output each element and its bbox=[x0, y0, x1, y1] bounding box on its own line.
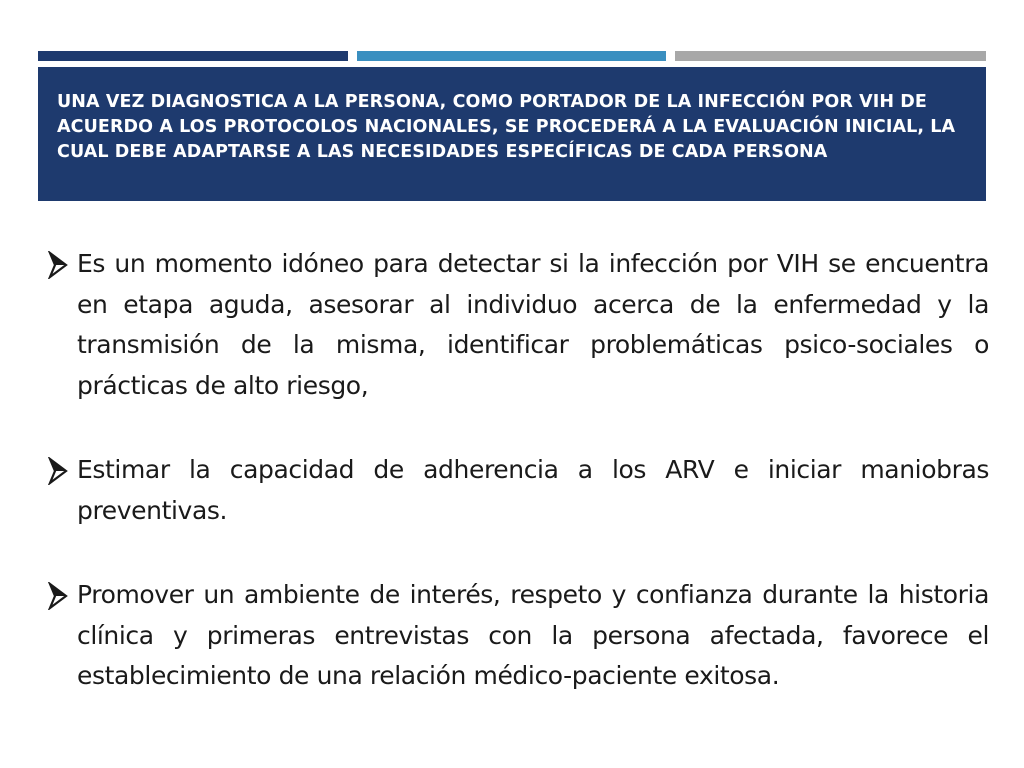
list-item bbox=[47, 450, 989, 531]
accent-bar-gray bbox=[675, 51, 986, 61]
bullet-text: Es un momento idóneo para detectar si la infección por VIH se encuentra en etapa aguda, asesorar al individuo acerca de la enfermedad y la transmisión de la misma, identificar problemáticas psico-sociales o prácticas de alto riesgo, bbox=[77, 249, 989, 400]
bullet-text: Promover un ambiente de interés, respeto y confianza durante la historia clínica y primeras entrevistas con la persona afectada, favorece el establecimiento de una relación médico-paciente exitosa. bbox=[77, 580, 989, 690]
arrowhead-bullet-icon bbox=[47, 457, 69, 485]
arrowhead-bullet-icon bbox=[47, 251, 69, 279]
accent-bar-light-blue bbox=[357, 51, 666, 61]
bullet-text: Estimar la capacidad de adherencia a los ARV e iniciar maniobras preventivas. bbox=[77, 455, 989, 525]
accent-bar-dark-blue bbox=[38, 51, 348, 61]
list-item bbox=[47, 244, 989, 406]
list-item bbox=[47, 575, 989, 697]
title-banner bbox=[38, 67, 986, 201]
bullet-list bbox=[47, 244, 989, 741]
arrowhead-bullet-icon bbox=[47, 582, 69, 610]
slide-title: UNA VEZ DIAGNOSTICA A LA PERSONA, COMO PORTADOR DE LA INFECCIÓN POR VIH DE ACUERDO A LOS PROTOCOLOS NACIONALES, SE PROCEDERÁ A LA EVALUACIÓN INICIAL, LA CUAL DEBE ADAPTARSE A LAS NECESIDADES ESPECÍFICAS DE CADA PERSONA bbox=[57, 92, 956, 162]
